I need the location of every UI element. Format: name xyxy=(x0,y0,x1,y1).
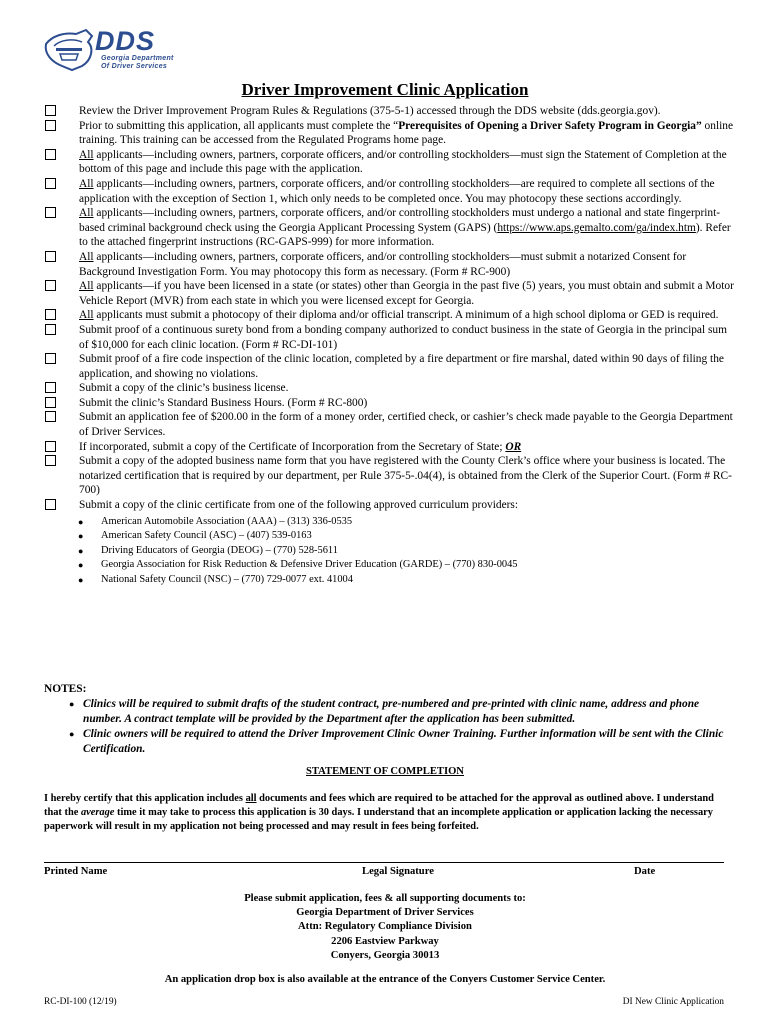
checklist-item xyxy=(44,148,734,177)
text-run: Submit the clinic’s Standard Business Hours. (Form # RC-800) xyxy=(79,396,368,409)
checklist-item-text xyxy=(79,148,734,177)
checklist-item xyxy=(44,279,734,308)
page-title: Driver Improvement Clinic Application xyxy=(241,80,529,99)
notes-section xyxy=(44,682,734,757)
submission-address xyxy=(0,892,770,963)
text-run: applicants—if you have been licensed in a state (or states) other than Georgia in the past five (5) years, you must obtain and submit a Motor Vehicle Report (MVR) from each state in which you were licensed except for Georgia. xyxy=(79,280,734,307)
statement-text-part: I hereby certify that this application includes xyxy=(44,793,246,804)
checklist-item xyxy=(44,206,734,250)
checklist-item-text xyxy=(79,177,734,206)
statement-text-part: time it may take to process this application is 30 days. I understand that an incomplete application or application lacking the necessary paperwork will result in my application not being processed and may result in fees being forfeited. xyxy=(44,807,713,833)
text-run: applicants—including owners, partners, corporate officers, and/or controlling stockholders must undergo a national and state fingerprint-based criminal background check using the Georgia Applicant Processing System (GAPS) ( xyxy=(79,207,721,234)
checklist-item xyxy=(44,104,734,119)
text-run: Submit a copy of the adopted business name form that you have registered with the County Clerk’s office where your business is located. The notarized certification that is required by our department, per Rule 375-5-.04(4), is obtained from the Clerk of the Superior Court. (Form # RC-700) xyxy=(79,455,732,497)
provider-item xyxy=(44,515,734,530)
checklist-item xyxy=(44,440,734,455)
checkbox[interactable] xyxy=(45,353,56,364)
bullet-icon: ● xyxy=(78,560,84,571)
bullet-icon: ● xyxy=(69,699,75,709)
logo-subtitle-line1: Georgia Department xyxy=(101,55,174,62)
checkbox[interactable] xyxy=(45,309,56,320)
checklist-item xyxy=(44,323,734,352)
form-name: DI New Clinic Application xyxy=(622,997,724,1007)
provider-item xyxy=(44,529,734,544)
checklist-item-text xyxy=(79,352,734,381)
checkbox[interactable] xyxy=(45,178,56,189)
statement-body xyxy=(44,792,734,835)
checklist-item-text xyxy=(79,440,734,455)
provider-item xyxy=(44,558,734,573)
text-run: All xyxy=(79,280,94,293)
logo-subtitle-line2: Of Driver Services xyxy=(101,63,168,70)
text-run: Submit proof of a continuous surety bond from a bonding company authorized to conduct business in the state of Georgia in the principal sum of $10,000 for each clinic location. (Form # RC-DI-101) xyxy=(79,323,727,351)
checkbox[interactable] xyxy=(45,441,56,452)
checkbox[interactable] xyxy=(45,251,56,262)
text-run: All xyxy=(79,148,94,161)
provider-text: Driving Educators of Georgia (DEOG) – (770) 528-5611 xyxy=(101,544,338,556)
checklist-item-text xyxy=(79,279,734,308)
checkbox[interactable] xyxy=(45,324,56,335)
bullet-icon: ● xyxy=(78,575,84,585)
text-run: All xyxy=(79,309,94,322)
checklist-item xyxy=(44,177,734,206)
text-run: Review the Driver Improvement Program Rules & Regulations (375-5-1) accessed through the DDS website (dds.georgia.gov). xyxy=(79,105,661,117)
dds-logo xyxy=(95,28,174,71)
text-run: applicants must submit a photocopy of their diploma and/or official transcript. A minimum of a high school diploma or GED is required. xyxy=(93,309,719,322)
address-line: Conyers, Georgia 30013 xyxy=(330,949,440,961)
checklist-item-text xyxy=(79,250,734,279)
requirements-checklist xyxy=(44,104,734,588)
text-run: online training. This training can be accessed from the Regulated Programs home page. xyxy=(79,119,734,147)
text-run: All xyxy=(79,207,94,220)
gaps-link[interactable]: https://www.aps.gemalto.com/ga/index.htm xyxy=(497,221,696,234)
form-code: RC-DI-100 (12/19) xyxy=(44,997,117,1007)
date-label: Date xyxy=(634,866,656,877)
checklist-item xyxy=(44,396,734,411)
statement-text-part: documents and fees which are required to be attached for the approval as outlined above. I understand that the xyxy=(44,793,714,819)
text-run: Submit a copy of the clinic certificate from one of the following approved curriculum providers: xyxy=(79,499,519,512)
text-run: If incorporated, submit a copy of the Certificate of Incorporation from the Secretary of State; xyxy=(79,440,506,453)
text-run: Submit a copy of the clinic’s business license. xyxy=(79,382,289,395)
note-item xyxy=(44,697,734,727)
address-line: Georgia Department of Driver Services xyxy=(296,907,474,919)
drop-box-notice: An application drop box is also available at the entrance of the Conyers Customer Service Center. xyxy=(164,974,606,985)
checkbox[interactable] xyxy=(45,499,56,510)
checkbox[interactable] xyxy=(45,120,56,131)
text-run: All xyxy=(79,250,94,263)
checklist-item-text xyxy=(79,498,734,513)
text-run: ). Refer to the attached fingerprint instructions (RC-GAPS-999) for more information. xyxy=(79,221,731,249)
checklist-item-text xyxy=(79,308,734,323)
checklist-item-text xyxy=(79,381,734,396)
checkbox[interactable] xyxy=(45,455,56,466)
note-item xyxy=(44,727,734,757)
bullet-icon: ● xyxy=(78,531,84,542)
checklist-item-text xyxy=(79,206,734,250)
text-run: applicants—including owners, partners, corporate officers, and/or controlling stockholders—are required to complete all sections of the application with the exception of Section 1, which only needs to be completed once. You may photocopy these sections accordingly. xyxy=(79,177,715,205)
checklist-item xyxy=(44,410,734,439)
checklist-item xyxy=(44,498,734,513)
checklist-item-text xyxy=(79,119,734,148)
checklist-item-text xyxy=(79,104,734,119)
checkbox[interactable] xyxy=(45,280,56,291)
checklist-item xyxy=(44,119,734,148)
text-run: Prerequisites of Opening a Driver Safety Program in Georgia” xyxy=(398,119,702,132)
submit-instruction: Please submit application, fees & all supporting documents to: xyxy=(244,893,526,904)
notes-label: NOTES: xyxy=(44,683,87,695)
provider-item xyxy=(44,573,734,588)
bullet-icon: ● xyxy=(78,545,84,556)
address-line: 2206 Eastview Parkway xyxy=(331,935,439,947)
text-run: applicants—including owners, partners, corporate officers, and/or controlling stockholders—must sign the Statement of Completion at the bottom of this page and include this page with the application. xyxy=(79,148,727,176)
statement-all-emphasis: all xyxy=(245,793,257,804)
provider-item xyxy=(44,544,734,559)
provider-text: National Safety Council (NSC) – (770) 729-0077 ext. 41004 xyxy=(101,574,353,585)
checklist-item xyxy=(44,250,734,279)
text-run: Submit proof of a fire code inspection of the clinic location, completed by a fire department or fire marshal, dated within 90 days of filing the application, and showing no violations. xyxy=(79,353,724,380)
text-run: applicants—including owners, partners, corporate officers, and/or controlling stockholders—must submit a notarized Consent for Background Investigation Form. You may photocopy this form as necessary. (Form # RC-900) xyxy=(79,250,687,278)
checklist-item xyxy=(44,352,734,381)
statement-title: STATEMENT OF COMPLETION xyxy=(306,766,464,777)
checklist-item-text xyxy=(79,454,734,498)
curriculum-providers-list xyxy=(44,515,734,588)
checklist-item-text xyxy=(79,410,734,439)
printed-name-label: Printed Name xyxy=(44,866,108,877)
bullet-icon: ● xyxy=(69,729,75,739)
signature-line[interactable] xyxy=(44,862,724,863)
checkbox[interactable] xyxy=(45,149,56,160)
checklist-item-text xyxy=(79,323,734,352)
statement-average-emphasis: average xyxy=(80,807,115,819)
text-run: All xyxy=(79,177,94,190)
text-run: Submit an application fee of $200.00 in the form of a money order, certified check, or cashier’s check made payable to the Georgia Department of Driver Services. xyxy=(79,411,733,439)
checkbox[interactable] xyxy=(45,382,56,393)
checklist-item-text xyxy=(79,396,734,411)
text-run: OR xyxy=(505,440,522,453)
checkbox[interactable] xyxy=(45,207,56,218)
text-run: Prior to submitting this application, all applicants must complete the “ xyxy=(79,119,399,132)
checklist-item xyxy=(44,308,734,323)
bullet-icon: ● xyxy=(78,516,84,527)
note-text: Clinics will be required to submit drafts of the student contract, pre-numbered and pre-printed with clinic name, address and phone number. A contract template will be provided by the Department after the application has been submitted. xyxy=(83,698,700,725)
checklist-item xyxy=(44,381,734,396)
address-line: Attn: Regulatory Compliance Division xyxy=(298,921,472,933)
checkbox[interactable] xyxy=(45,411,56,422)
checklist-item xyxy=(44,454,734,498)
legal-signature-label: Legal Signature xyxy=(362,866,434,877)
provider-text: Georgia Association for Risk Reduction & Defensive Driver Education (GARDE) – (770) 830-0045 xyxy=(101,559,518,571)
checkbox[interactable] xyxy=(45,105,56,116)
note-text: Clinic owners will be required to attend the Driver Improvement Clinic Owner Training. Further information will be sent with the Clinic Certification. xyxy=(83,728,724,755)
checkbox[interactable] xyxy=(45,397,56,408)
provider-text: American Automobile Association (AAA) – (313) 336-0535 xyxy=(101,515,353,527)
provider-text: American Safety Council (ASC) – (407) 539-0163 xyxy=(101,530,312,542)
logo-dds-text: DDS xyxy=(95,26,156,56)
